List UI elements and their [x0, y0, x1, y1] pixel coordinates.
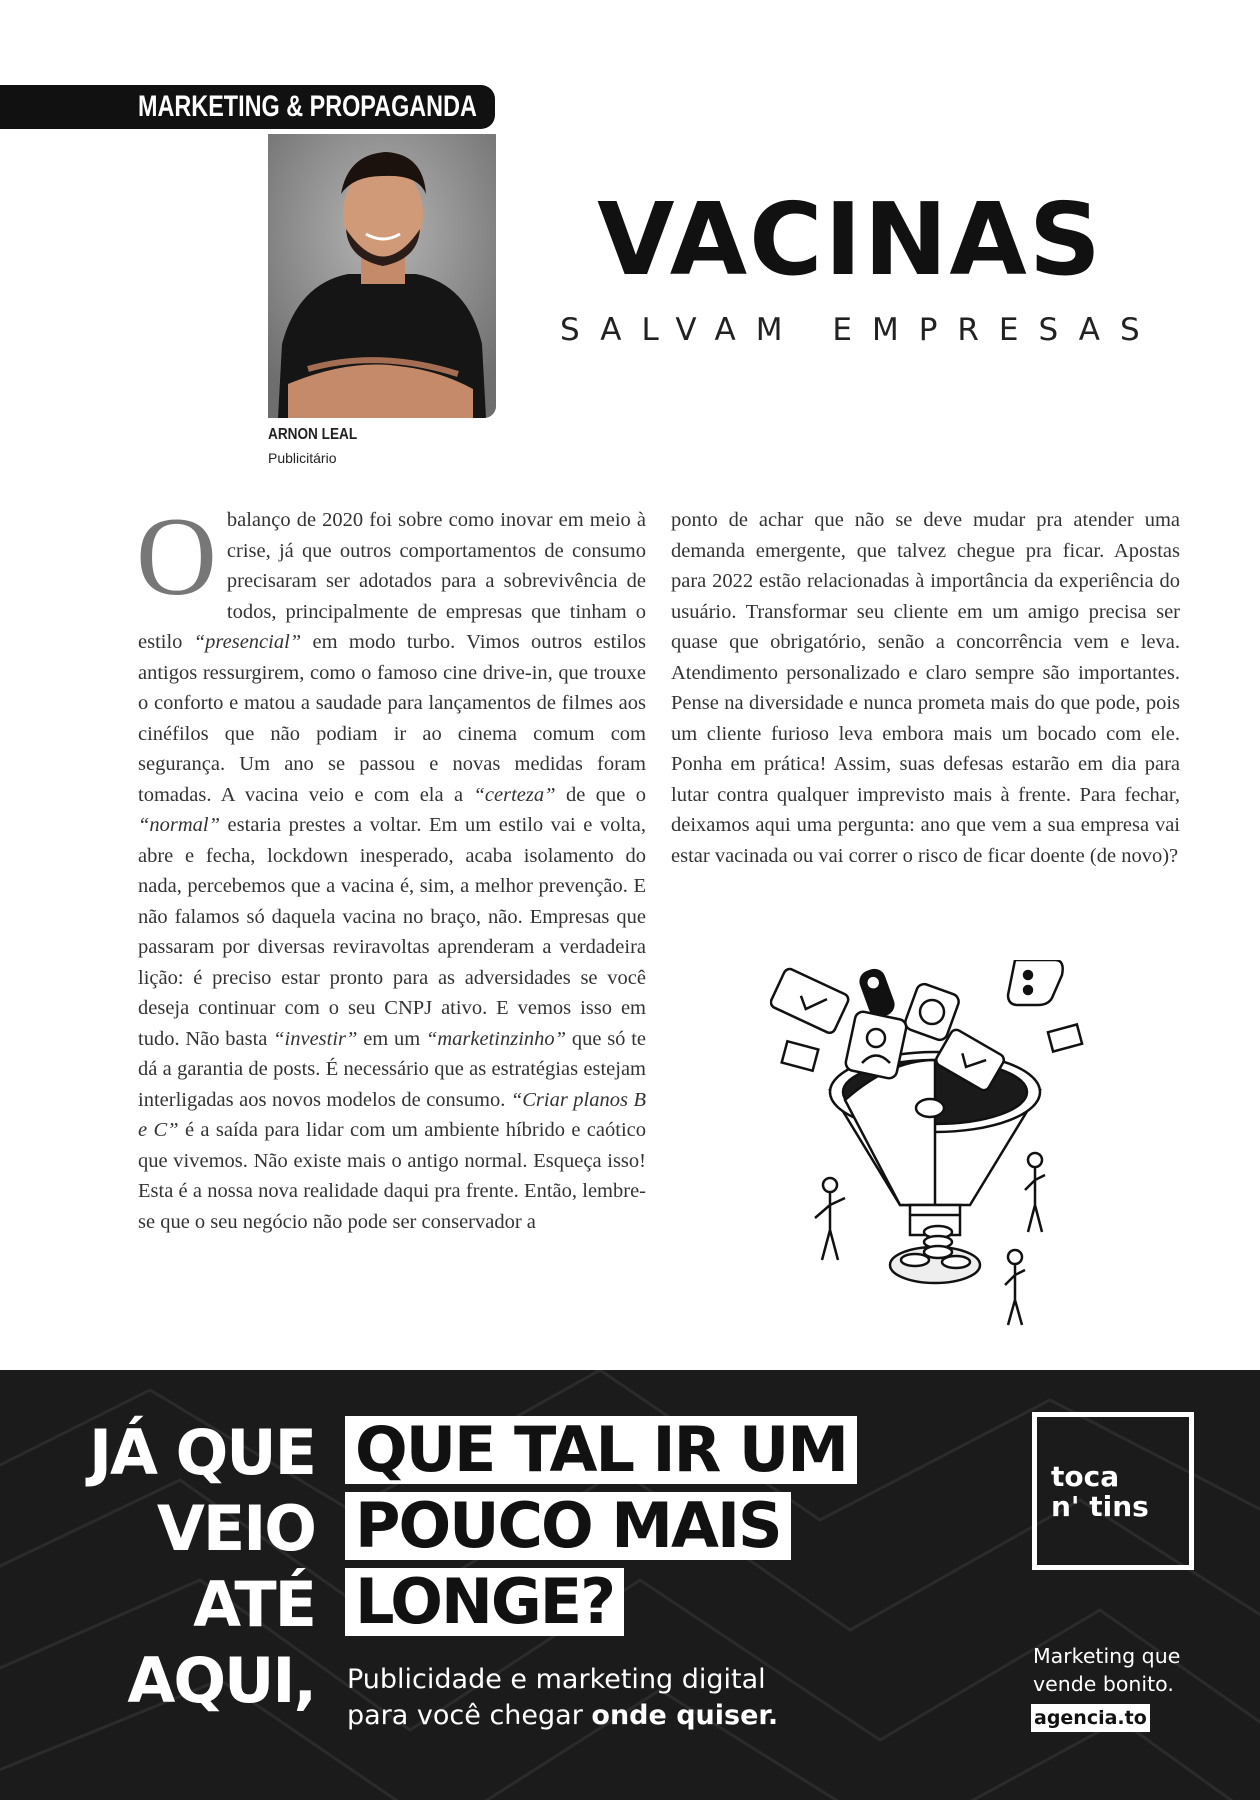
tagline-line: vende bonito. — [1033, 1672, 1174, 1696]
logo-line-2: n' tins — [1051, 1490, 1149, 1523]
section-title: MARKETING & PROPAGANDA — [138, 90, 477, 123]
ad-left-line: VEIO — [156, 1492, 315, 1565]
tagline-line: Marketing que — [1033, 1644, 1181, 1668]
author-portrait — [268, 134, 496, 418]
ad-highlight-line: POUCO MAIS — [345, 1492, 791, 1560]
headline: VACINAS — [597, 181, 1103, 298]
article-text-segment: estaria prestes a voltar. Em um estilo vai e volta, abre e fecha, lockdown inesperado, acaba isolamento do nada, percebemos que a vacina é, sim, a melhor prevenção. E não falamos só daquela vacina no braço, não. Empresas que passaram por diversas reviravoltas aprenderam a verdadeira lição: é preciso estar pronto para as adversidades se você deseja continuar com o seu CNPJ ativo. E vemos isso em tudo. Não basta — [138, 814, 646, 1050]
agency-website-link[interactable]: agencia.to — [1031, 1704, 1150, 1732]
article-paragraph-left — [136, 495, 646, 1237]
agency-tagline — [1033, 1642, 1180, 1698]
ad-left-line: AQUI, — [127, 1644, 315, 1717]
article-column-left — [136, 495, 646, 1237]
author-role: Publicitário — [268, 450, 337, 466]
ad-highlight-line: QUE TAL IR UM — [345, 1416, 857, 1484]
article-emphasis: “normal” — [138, 814, 221, 836]
subheadline: SALVAM EMPRESAS — [560, 312, 1160, 348]
article-emphasis: “presencial” — [193, 631, 302, 653]
article-text-segment: de que o — [555, 783, 646, 806]
article-text-segment: em um — [357, 1027, 426, 1050]
drop-cap: O — [136, 495, 217, 619]
author-photo — [268, 134, 496, 418]
article-emphasis: “Criar planos B e C” — [138, 1088, 646, 1141]
article-emphasis: “certeza” — [473, 783, 556, 806]
marketing-funnel-illustration — [770, 960, 1100, 1330]
ad-left-line: ATÉ — [193, 1568, 315, 1641]
logo-line-1: toca — [1051, 1460, 1120, 1493]
article-text-segment: é a saída para lidar com um ambiente híbrido e caótico que vivemos. Não existe mais o antigo normal. Esqueça isso! Esta é a nossa nova realidade daqui pra frente. Então, lembre-se que o seu negócio não pode ser conservador a — [138, 1119, 646, 1233]
article-column-right — [671, 505, 1180, 871]
agency-logo — [1032, 1412, 1194, 1570]
author-name: ARNON LEAL — [268, 426, 358, 443]
advertisement-banner — [0, 1370, 1260, 1800]
article-text-segment: balanço de 2020 foi sobre como inovar em meio à crise, já que outros comportamentos de consumo precisaram ser adotados para a sobrevivência de todos, principalmente de empresas que tinham o estilo — [138, 509, 646, 653]
article-text-segment: que só te dá a garantia de posts. É necessário que as estratégias estejam interligadas aos novos modelos de consumo. — [138, 1027, 646, 1111]
ad-subtext-prefix: para você chegar — [347, 1700, 592, 1731]
article-paragraph-right: ponto de achar que não se deve mudar pra atender uma demanda emergente, que talvez chegue pra ficar. Apostas para 2022 estão relacionadas à importância da experiência do usuário. Transformar seu cliente em um amigo precisa ser quase que obrigatório, senão a concorrência vem e leva. Atendimento personalizado e claro sempre são importantes. Pense na diversidade e nunca prometa mais do que pode, pois um cliente furioso leva embora mais um bocado com ele. Ponha em prática! Assim, suas defesas estarão em dia para lutar contra qualquer imprevisto mais à frente. Para fechar, deixamos aqui uma pergunta: ano que vem a sua empresa vai estar vacinada ou vai correr o risco de ficar doente (de novo)? — [671, 509, 1180, 867]
ad-subtext-line: Publicidade e marketing digital — [347, 1664, 766, 1695]
article-emphasis: “marketinzinho” — [425, 1027, 567, 1050]
section-header — [0, 85, 495, 129]
ad-left-line: JÁ QUE — [88, 1416, 315, 1489]
ad-subtext-line — [347, 1698, 778, 1734]
ad-headline-left — [89, 1415, 315, 1719]
article-emphasis: “investir” — [273, 1027, 358, 1050]
ad-highlight-line: LONGE? — [345, 1568, 624, 1636]
article-text-segment: em modo turbo. Vimos outros estilos antigos ressurgirem, como o famoso cine drive-in, que trouxe o conforto e matou a saudade para lançamentos de filmes aos cinéfilos que não podiam ir ao cinema comum com segurança. Um ano se passou e novas medidas foram tomadas. A vacina veio e com ela a — [138, 631, 646, 806]
ad-subtext-bold: onde quiser. — [591, 1700, 779, 1731]
ad-subtext — [347, 1662, 778, 1734]
